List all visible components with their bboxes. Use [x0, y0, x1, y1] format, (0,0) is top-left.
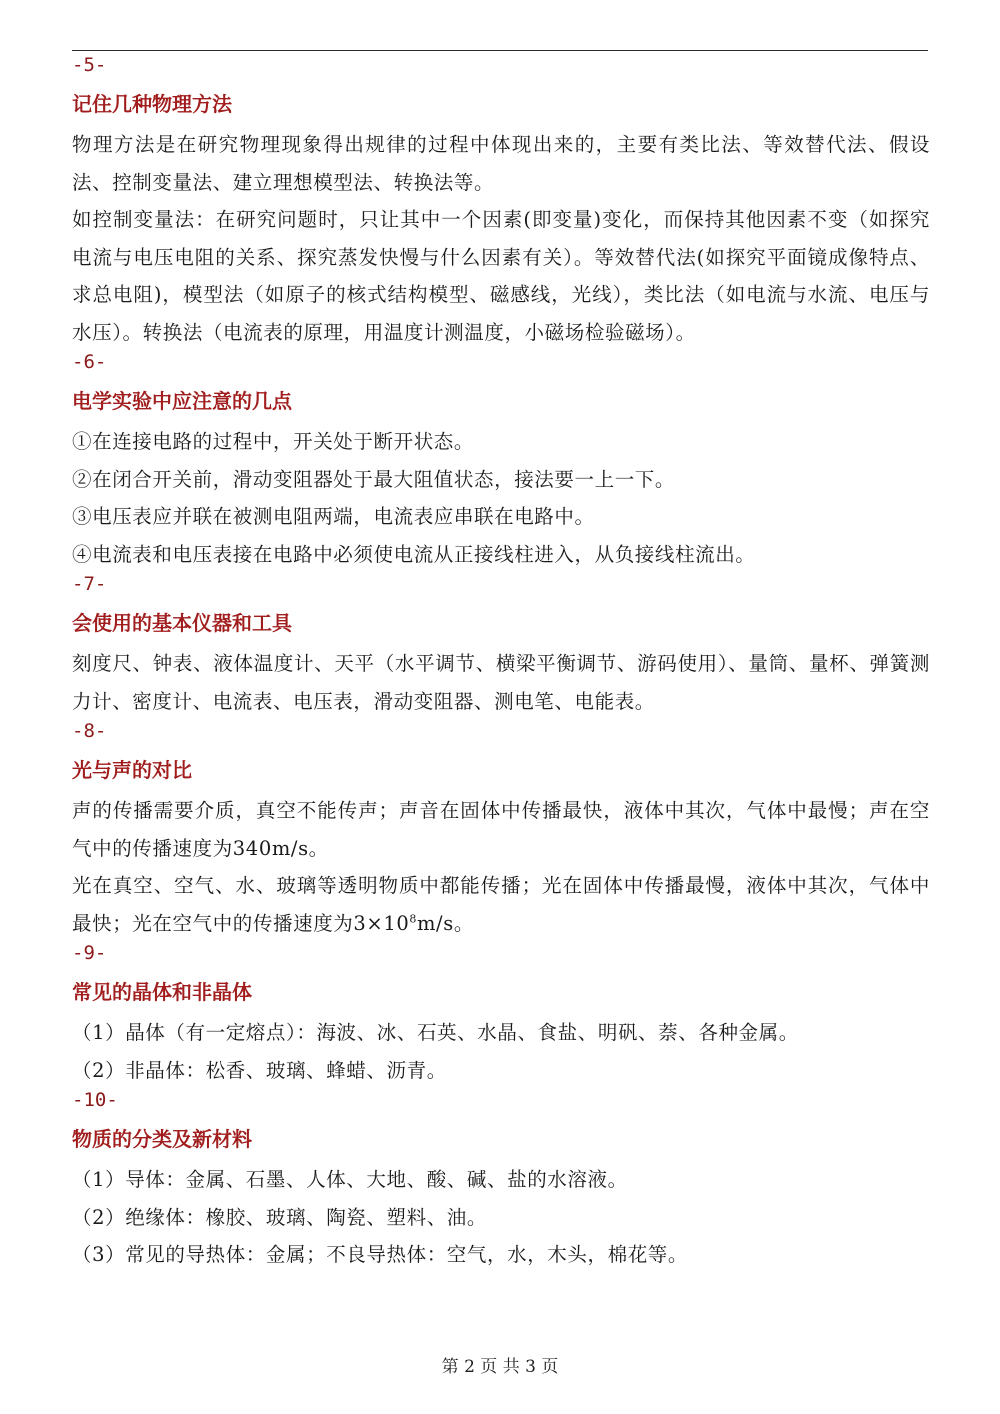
- section-7: [72, 573, 930, 720]
- paragraph: 物理方法是在研究物理现象得出规律的过程中体现出来的，主要有类比法、等效替代法、假设法、控制变量法、建立理想模型法、转换法等。: [72, 133, 930, 194]
- page-footer: 第 2 页 共 3 页: [441, 1357, 559, 1377]
- exponent: 8: [409, 912, 417, 925]
- document-body: [72, 54, 930, 1274]
- list-item: （2）非晶体：松香、玻璃、蜂蜡、沥青。: [72, 1058, 447, 1082]
- list-item: ④电流表和电压表接在电路中必须使电流从正接线柱进入，从负接线柱流出。: [72, 542, 756, 566]
- section-title: 会使用的基本仪器和工具: [72, 611, 292, 635]
- section-number: -6-: [72, 351, 107, 373]
- section-title: 光与声的对比: [72, 758, 192, 782]
- paragraph-light: [72, 867, 930, 942]
- section-title: 物质的分类及新材料: [72, 1127, 252, 1151]
- list-item: ③电压表应并联在被测电阻两端，电流表应串联在电路中。: [72, 505, 595, 528]
- section-title: 常见的晶体和非晶体: [72, 980, 252, 1004]
- list-item: ①在连接电路的过程中，开关处于断开状态。: [72, 430, 475, 453]
- section-number: -8-: [72, 720, 107, 742]
- paragraph: 刻度尺、钟表、液体温度计、天平（水平调节、横梁平衡调节、游码使用）、量筒、量杯、弹簧测力计、密度计、电流表、电压表，滑动变阻器、测电笔、电能表。: [72, 652, 930, 713]
- section-6: [72, 351, 930, 573]
- header-rule: [72, 50, 928, 51]
- section-title: 电学实验中应注意的几点: [72, 389, 292, 413]
- list-item: （1）导体：金属、石墨、人体、大地、酸、碱、盐的水溶液。: [72, 1168, 628, 1191]
- section-title: 记住几种物理方法: [72, 92, 232, 116]
- section-10: [72, 1089, 930, 1274]
- section-number: -5-: [72, 54, 107, 76]
- light-text: 光在真空、空气、水、玻璃等透明物质中都能传播；光在固体中传播最慢，液体中其次，气体中最快；光在空气中的传播速度为3×10: [72, 874, 930, 935]
- paragraph: 声的传播需要介质，真空不能传声；声音在固体中传播最快，液体中其次，气体中最慢；声在空气中的传播速度为340m/s。: [72, 799, 930, 860]
- section-number: -7-: [72, 573, 107, 595]
- list-item: （3）常见的导热体：金属；不良导热体：空气，水，木头，棉花等。: [72, 1243, 689, 1266]
- section-5: [72, 54, 930, 351]
- list-item: （1）晶体（有一定熔点）：海波、冰、石英、水晶、食盐、明矾、萘、各种金属。: [72, 1021, 799, 1044]
- section-number: -9-: [72, 942, 107, 964]
- paragraph: 如控制变量法：在研究问题时，只让其中一个因素(即变量)变化，而保持其他因素不变（如探究电流与电压电阻的关系、探究蒸发快慢与什么因素有关）。等效替代法(如探究平面镜成像特点、求总电阻)，模型法（如原子的核式结构模型、磁感线，光线），类比法（如电流与水流、电压与水压）。转换法（电流表的原理，用温度计测温度，小磁场检验磁场）。: [72, 208, 930, 344]
- list-item: ②在闭合开关前，滑动变阻器处于最大阻值状态，接法要一上一下。: [72, 467, 676, 491]
- light-unit: m/s。: [416, 911, 474, 935]
- list-item: （2）绝缘体：橡胶、玻璃、陶瓷、塑料、油。: [72, 1205, 488, 1229]
- section-number: -10-: [72, 1089, 118, 1111]
- section-8: [72, 720, 930, 942]
- section-9: [72, 942, 930, 1089]
